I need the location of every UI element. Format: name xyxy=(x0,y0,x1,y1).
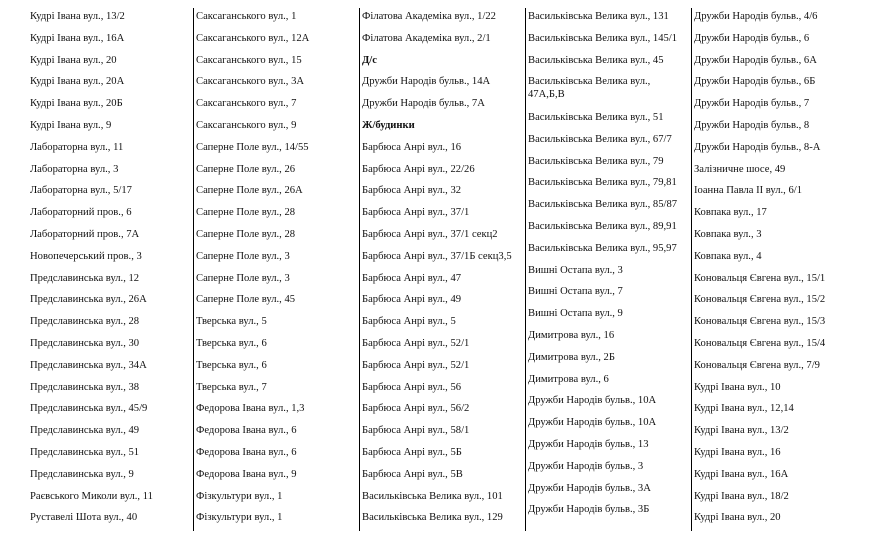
address-entry: Кудрі Івана вул., 20 xyxy=(30,54,117,66)
address-entry: Ковпака вул., 4 xyxy=(694,250,762,262)
address-entry: Васильківська Велика вул., 89,91 xyxy=(528,220,677,232)
address-entry: Саперне Поле вул., 28 xyxy=(196,229,296,240)
address-entry: Васильківська Велика вул., 51 xyxy=(528,111,664,123)
address-entry: Коновальця Євгена вул., 7/9 xyxy=(694,359,820,371)
address-entry: Тверська вул., 7 xyxy=(196,381,267,393)
address-entry: Кудрі Івана вул., 13/2 xyxy=(694,425,789,437)
address-entry: Димитрова вул., 2Б xyxy=(528,351,615,363)
address-entry: Барбюса Анрі вул., 37/1Б секц3,5 xyxy=(362,250,512,262)
address-entry: Федорова Івана вул., 9 xyxy=(196,468,297,480)
address-entry: Васильківська Велика вул., 131 xyxy=(528,11,669,22)
address-entry: Дружби Народів бульв., 14А xyxy=(362,76,491,88)
address-entry: Саперне Поле вул., 3 xyxy=(196,250,290,262)
address-entry: Іоанна Павла ІІ вул., 6/1 xyxy=(694,185,803,197)
address-entry: Барбюса Анрі вул., 47 xyxy=(362,272,462,284)
address-entry: Дружби Народів бульв., 6Б xyxy=(694,76,816,88)
address-entry: Саперне Поле вул., 26 xyxy=(196,163,296,175)
address-entry: Васильківська Велика вул., 79 xyxy=(528,155,664,167)
address-entry: Дружби Народів бульв., 10А xyxy=(528,417,657,429)
address-entry: Кудрі Івана вул., 12,14 xyxy=(694,403,794,415)
address-entry: Предславинська вул., 26А xyxy=(30,294,147,306)
section-heading: Д/с xyxy=(362,54,377,66)
address-entry: Дружби Народів бульв., 3 xyxy=(528,460,644,472)
address-entry: Кудрі Івана вул., 20Б xyxy=(30,98,123,110)
address-entry: Саперне Поле вул., 45 xyxy=(196,294,296,306)
address-entry: Васильківська Велика вул., 79,81 xyxy=(528,177,677,189)
address-entry: Лабораторна вул., 5/17 xyxy=(30,185,132,197)
address-entry: Дружби Народів бульв., 7А xyxy=(362,98,485,110)
address-entry: Лабораторний пров., 6 xyxy=(30,207,132,219)
address-entry: Барбюса Анрі вул., 58/1 xyxy=(362,425,470,437)
column-divider xyxy=(691,8,692,531)
address-entry: Саксаганського вул., 3А xyxy=(196,76,305,88)
address-entry: Предславинська вул., 34А xyxy=(30,359,147,371)
column-divider xyxy=(359,8,360,531)
address-entry: Філатова Академіка вул., 2/1 xyxy=(362,32,491,44)
column-divider xyxy=(525,8,526,531)
address-entry: Фізкультури вул., 1 xyxy=(196,512,283,524)
address-entry: Барбюса Анрі вул., 32 xyxy=(362,185,462,197)
address-entry: Саксаганського вул., 9 xyxy=(196,120,297,131)
address-entry: Залізничне шосе, 49 xyxy=(694,163,786,175)
address-entry: Дружби Народів бульв., 6А xyxy=(694,54,817,66)
address-entry: Тверська вул., 6 xyxy=(196,338,267,349)
address-entry: Предславинська вул., 9 xyxy=(30,468,134,480)
address-entry: Васильківська Велика вул., 67/7 xyxy=(528,133,672,145)
address-entry: Саперне Поле вул., 3 xyxy=(196,272,290,284)
address-entry: Кудрі Івана вул., 10 xyxy=(694,381,781,393)
address-entry: Барбюса Анрі вул., 22/26 xyxy=(362,163,475,175)
address-entry: Барбюса Анрі вул., 52/1 xyxy=(362,359,470,371)
address-entry: Саксаганського вул., 15 xyxy=(196,54,302,66)
address-entry: Кудрі Івана вул., 13/2 xyxy=(30,11,125,22)
address-entry: Вишні Остапа вул., 3 xyxy=(528,264,623,276)
address-entry: Предславинська вул., 49 xyxy=(30,425,140,437)
address-entry: Федорова Івана вул., 6 xyxy=(196,425,297,437)
address-entry: Васильківська Велика вул., 47А,Б,В xyxy=(528,76,651,101)
address-entry: Саперне Поле вул., 28 xyxy=(196,207,296,219)
address-entry: Ковпака вул., 17 xyxy=(694,207,767,219)
address-entry: Васильківська Велика вул., 85/87 xyxy=(528,199,678,211)
address-entry: Фізкультури вул., 1 xyxy=(196,490,283,502)
address-entry: Васильківська Велика вул., 45 xyxy=(528,54,664,66)
address-entry: Дружби Народів бульв., 4/6 xyxy=(694,11,818,22)
address-entry: Кудрі Івана вул., 20 xyxy=(694,512,781,524)
address-entry: Димитрова вул., 16 xyxy=(528,329,615,341)
address-entry: Коновальця Євгена вул., 15/3 xyxy=(694,316,826,328)
address-entry: Дружби Народів бульв., 6 xyxy=(694,32,810,44)
address-entry: Дружби Народів бульв., 13 xyxy=(528,438,649,450)
address-entry: Філатова Академіка вул., 1/22 xyxy=(362,11,496,22)
address-entry: Лабораторний пров., 7А xyxy=(30,229,140,240)
address-entry: Предславинська вул., 12 xyxy=(30,272,140,284)
address-column-2 xyxy=(196,0,356,533)
address-entry: Барбюса Анрі вул., 56 xyxy=(362,381,462,393)
address-column-1 xyxy=(30,0,190,533)
address-entry: Барбюса Анрі вул., 5В xyxy=(362,468,463,480)
address-entry: Коновальця Євгена вул., 15/4 xyxy=(694,338,826,349)
address-entry: Барбюса Анрі вул., 56/2 xyxy=(362,403,470,415)
address-entry: Кудрі Івана вул., 16А xyxy=(694,468,789,480)
address-entry: Барбюса Анрі вул., 16 xyxy=(362,141,462,153)
address-entry: Васильківська Велика вул., 129 xyxy=(362,512,503,524)
address-entry: Лабораторна вул., 11 xyxy=(30,141,124,153)
address-entry: Коновальця Євгена вул., 15/1 xyxy=(694,272,826,284)
address-entry: Дружби Народів бульв., 10А xyxy=(528,395,657,407)
address-entry: Коновальця Євгена вул., 15/2 xyxy=(694,294,826,306)
address-entry: Предславинська вул., 30 xyxy=(30,338,140,349)
address-entry: Федорова Івана вул., 6 xyxy=(196,447,297,458)
address-entry: Тверська вул., 5 xyxy=(196,316,267,328)
address-column-3 xyxy=(362,0,522,533)
address-entry: Вишні Остапа вул., 9 xyxy=(528,308,623,320)
address-entry: Лабораторна вул., 3 xyxy=(30,163,119,175)
address-entry: Барбюса Анрі вул., 37/1 секц2 xyxy=(362,229,498,240)
address-entry: Кудрі Івана вул., 20А xyxy=(30,76,125,88)
address-entry: Предславинська вул., 38 xyxy=(30,381,140,393)
address-entry: Новопечерський пров., 3 xyxy=(30,250,142,262)
address-entry: Вишні Остапа вул., 7 xyxy=(528,286,623,298)
column-divider xyxy=(193,8,194,531)
address-entry: Дружби Народів бульв., 8-А xyxy=(694,141,821,153)
address-entry: Барбюса Анрі вул., 37/1 xyxy=(362,207,470,219)
address-entry: Предславинська вул., 51 xyxy=(30,447,140,458)
address-entry: Саперне Поле вул., 26А xyxy=(196,185,303,197)
address-column-5 xyxy=(694,0,854,533)
address-entry: Барбюса Анрі вул., 52/1 xyxy=(362,338,470,349)
address-entry: Васильківська Велика вул., 145/1 xyxy=(528,32,678,44)
section-heading: Ж/будинки xyxy=(362,120,415,131)
address-entry: Саперне Поле вул., 14/55 xyxy=(196,141,309,153)
address-entry: Раєвського Миколи вул., 11 xyxy=(30,490,153,502)
address-column-4 xyxy=(528,0,688,533)
address-entry: Тверська вул., 6 xyxy=(196,359,267,371)
address-entry: Дружби Народів бульв., 3А xyxy=(528,482,651,494)
address-entry: Дружби Народів бульв., 7 xyxy=(694,98,810,110)
address-entry: Барбюса Анрі вул., 49 xyxy=(362,294,462,306)
address-entry: Кудрі Івана вул., 18/2 xyxy=(694,490,789,502)
address-entry: Кудрі Івана вул., 9 xyxy=(30,120,112,131)
address-entry: Барбюса Анрі вул., 5 xyxy=(362,316,456,328)
address-entry: Васильківська Велика вул., 95,97 xyxy=(528,242,677,254)
address-entry: Руставелі Шота вул., 40 xyxy=(30,512,138,524)
address-entry: Васильківська Велика вул., 101 xyxy=(362,490,503,502)
address-entry: Ковпака вул., 3 xyxy=(694,229,762,240)
address-entry: Саксаганського вул., 1 xyxy=(196,11,297,22)
address-entry: Предславинська вул., 28 xyxy=(30,316,140,328)
address-entry: Дружби Народів бульв., 3Б xyxy=(528,504,650,516)
address-entry: Дружби Народів бульв., 8 xyxy=(694,120,810,131)
address-entry: Саксаганського вул., 12А xyxy=(196,32,310,44)
address-entry: Димитрова вул., 6 xyxy=(528,373,609,385)
address-entry: Саксаганського вул., 7 xyxy=(196,98,297,110)
address-entry: Кудрі Івана вул., 16А xyxy=(30,32,125,44)
address-entry: Кудрі Івана вул., 16 xyxy=(694,447,781,458)
address-entry: Федорова Івана вул., 1,3 xyxy=(196,403,305,415)
address-entry: Предславинська вул., 45/9 xyxy=(30,403,148,415)
address-entry: Барбюса Анрі вул., 5Б xyxy=(362,447,462,458)
